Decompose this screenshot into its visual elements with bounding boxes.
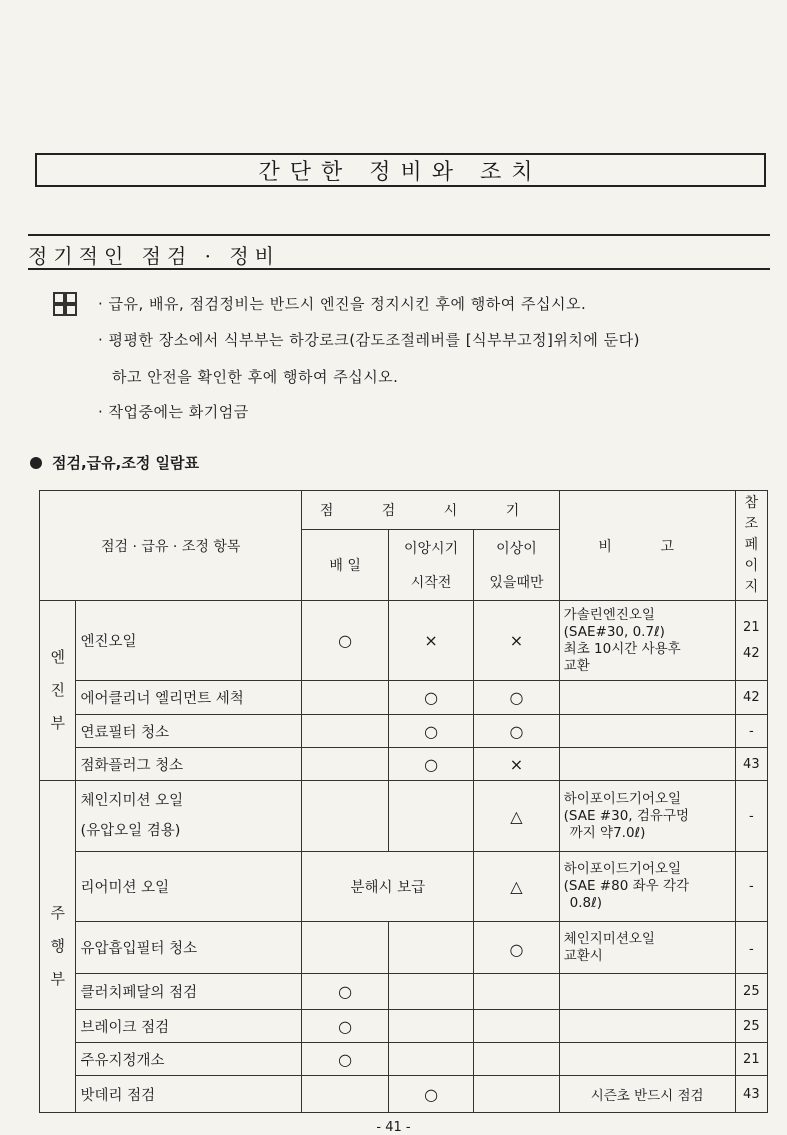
row-abnormal bbox=[474, 1010, 559, 1043]
row-start: ○ bbox=[388, 1076, 473, 1113]
row-item: 밧데리 점검 bbox=[76, 1076, 302, 1113]
note-line-2: · 평평한 장소에서 식부부는 하강로크(감도조절레버를 [식부부고정]위치에 둔다) bbox=[98, 331, 640, 349]
row-ref-page: - bbox=[735, 781, 767, 852]
row-item-line: (유압오일 겸용) bbox=[80, 823, 181, 839]
header-start-line1: 이앙시기 bbox=[404, 540, 459, 557]
row-start bbox=[388, 1010, 473, 1043]
row-daily bbox=[302, 681, 388, 715]
row-ref-page: - bbox=[735, 852, 767, 922]
header-item: 점검 · 급유 · 조정 항목 bbox=[40, 491, 302, 601]
note-line-3: 하고 안전을 확인한 후에 행하여 주십시오. bbox=[112, 368, 399, 386]
row-start bbox=[388, 922, 473, 974]
row-ref-page: 42 bbox=[735, 681, 767, 715]
header-remark: 비 고 bbox=[559, 491, 735, 601]
row-abnormal bbox=[474, 1043, 559, 1076]
row-item-line: 체인지미션 오일 bbox=[80, 793, 184, 809]
caution-cross-icon bbox=[53, 292, 77, 316]
row-item: 엔진오일 bbox=[76, 601, 302, 681]
row-abnormal: △ bbox=[474, 852, 559, 922]
row-daily bbox=[302, 715, 388, 748]
bullet-dot-icon bbox=[30, 457, 42, 469]
row-start: ○ bbox=[388, 748, 473, 781]
page-number: - 41 - bbox=[376, 1120, 411, 1135]
section-bottom-rule bbox=[28, 268, 770, 270]
row-start bbox=[388, 974, 473, 1010]
remark-line: (SAE#30, 0.7ℓ) bbox=[563, 623, 665, 640]
page-title: 간단한 정비와 조치 bbox=[35, 153, 766, 187]
group-engine: 엔진부 bbox=[40, 601, 76, 781]
row-item: 주유지정개소 bbox=[76, 1043, 302, 1076]
group-travel: 주행부 bbox=[40, 781, 76, 1113]
row-remark bbox=[559, 601, 735, 681]
remark-line: 가솔린엔진오일 bbox=[563, 606, 655, 623]
row-item: 에어클리너 엘리먼트 세척 bbox=[76, 681, 302, 715]
row-abnormal: ○ bbox=[474, 681, 559, 715]
row-item: 점화플러그 청소 bbox=[76, 748, 302, 781]
row-start: ○ bbox=[388, 715, 473, 748]
row-abnormal: ○ bbox=[474, 715, 559, 748]
row-ref-page: - bbox=[735, 715, 767, 748]
remark-line: 하이포이드기어오일 bbox=[563, 790, 682, 807]
row-abnormal bbox=[474, 974, 559, 1010]
remark-line: (SAE #80 좌우 각각 bbox=[563, 878, 690, 894]
row-ref-page: 25 bbox=[735, 974, 767, 1010]
row-daily bbox=[302, 922, 388, 974]
note-line-4: · 작업중에는 화기엄금 bbox=[98, 403, 249, 421]
remark-line: 하이포이드기어오일 bbox=[563, 861, 682, 877]
header-abnormal-line2: 있을때만 bbox=[489, 574, 544, 591]
remark-line: 까지 약7.0ℓ) bbox=[569, 824, 646, 841]
row-ref-page: 21 bbox=[735, 1043, 767, 1076]
note-line-1: · 급유, 배유, 점검정비는 반드시 엔진을 정지시킨 후에 행하여 주십시오. bbox=[98, 295, 587, 313]
row-item: 리어미션 오일 bbox=[76, 852, 302, 922]
row-daily: ○ bbox=[302, 974, 388, 1010]
remark-line: 교환 bbox=[563, 657, 590, 674]
header-abnormal-line1: 이상이 bbox=[496, 540, 537, 557]
header-start-line2: 시작전 bbox=[410, 574, 452, 591]
row-remark bbox=[559, 1043, 735, 1076]
row-item: 연료필터 청소 bbox=[76, 715, 302, 748]
row-daily bbox=[302, 781, 388, 852]
list-title: 점검,급유,조정 일람표 bbox=[52, 454, 200, 472]
header-daily: 배 일 bbox=[302, 529, 388, 600]
header-start bbox=[388, 529, 473, 600]
remark-line: 체인지미션오일 bbox=[563, 930, 655, 947]
row-daily bbox=[302, 748, 388, 781]
remark-line: (SAE #30, 검유구멍 bbox=[563, 807, 690, 824]
row-remark bbox=[559, 748, 735, 781]
row-start bbox=[388, 1043, 473, 1076]
header-timing: 점 검 시 기 bbox=[302, 491, 559, 530]
row-item bbox=[76, 781, 302, 852]
remark-line: 0.8ℓ) bbox=[569, 895, 602, 911]
row-abnormal: × bbox=[474, 748, 559, 781]
row-remark bbox=[559, 715, 735, 748]
row-start bbox=[388, 781, 473, 852]
row-abnormal: △ bbox=[474, 781, 559, 852]
ref-page-value: 42 bbox=[743, 645, 760, 661]
row-start: ○ bbox=[388, 681, 473, 715]
section-top-rule bbox=[28, 234, 770, 236]
row-ref-page bbox=[735, 601, 767, 681]
row-abnormal: × bbox=[474, 601, 559, 681]
row-remark bbox=[559, 922, 735, 974]
remark-line: 최초 10시간 사용후 bbox=[563, 640, 681, 657]
row-daily bbox=[302, 1076, 388, 1113]
row-remark bbox=[559, 852, 735, 922]
row-ref-page: 43 bbox=[735, 1076, 767, 1113]
row-start: × bbox=[388, 601, 473, 681]
header-abnormal bbox=[474, 529, 559, 600]
row-remark bbox=[559, 781, 735, 852]
section-title: 정기적인 점검 · 정비 bbox=[28, 244, 280, 268]
row-abnormal: ○ bbox=[474, 922, 559, 974]
row-item: 브레이크 점검 bbox=[76, 1010, 302, 1043]
row-remark bbox=[559, 1010, 735, 1043]
row-span-note: 분해시 보급 bbox=[302, 852, 474, 922]
remark-line: 교환시 bbox=[563, 947, 603, 964]
inspection-table bbox=[39, 490, 768, 1113]
header-ref-page: 참조페이지 bbox=[735, 491, 767, 601]
row-remark: 시즌초 반드시 점검 bbox=[559, 1076, 735, 1113]
row-abnormal bbox=[474, 1076, 559, 1113]
row-daily: ○ bbox=[302, 1010, 388, 1043]
row-remark bbox=[559, 681, 735, 715]
ref-page-value: 21 bbox=[743, 619, 760, 635]
row-daily: ○ bbox=[302, 1043, 388, 1076]
row-ref-page: 43 bbox=[735, 748, 767, 781]
row-remark bbox=[559, 974, 735, 1010]
row-ref-page: 25 bbox=[735, 1010, 767, 1043]
row-item: 유압흡입필터 청소 bbox=[76, 922, 302, 974]
row-item: 클러치페달의 점검 bbox=[76, 974, 302, 1010]
row-daily: ○ bbox=[302, 601, 388, 681]
row-ref-page: - bbox=[735, 922, 767, 974]
